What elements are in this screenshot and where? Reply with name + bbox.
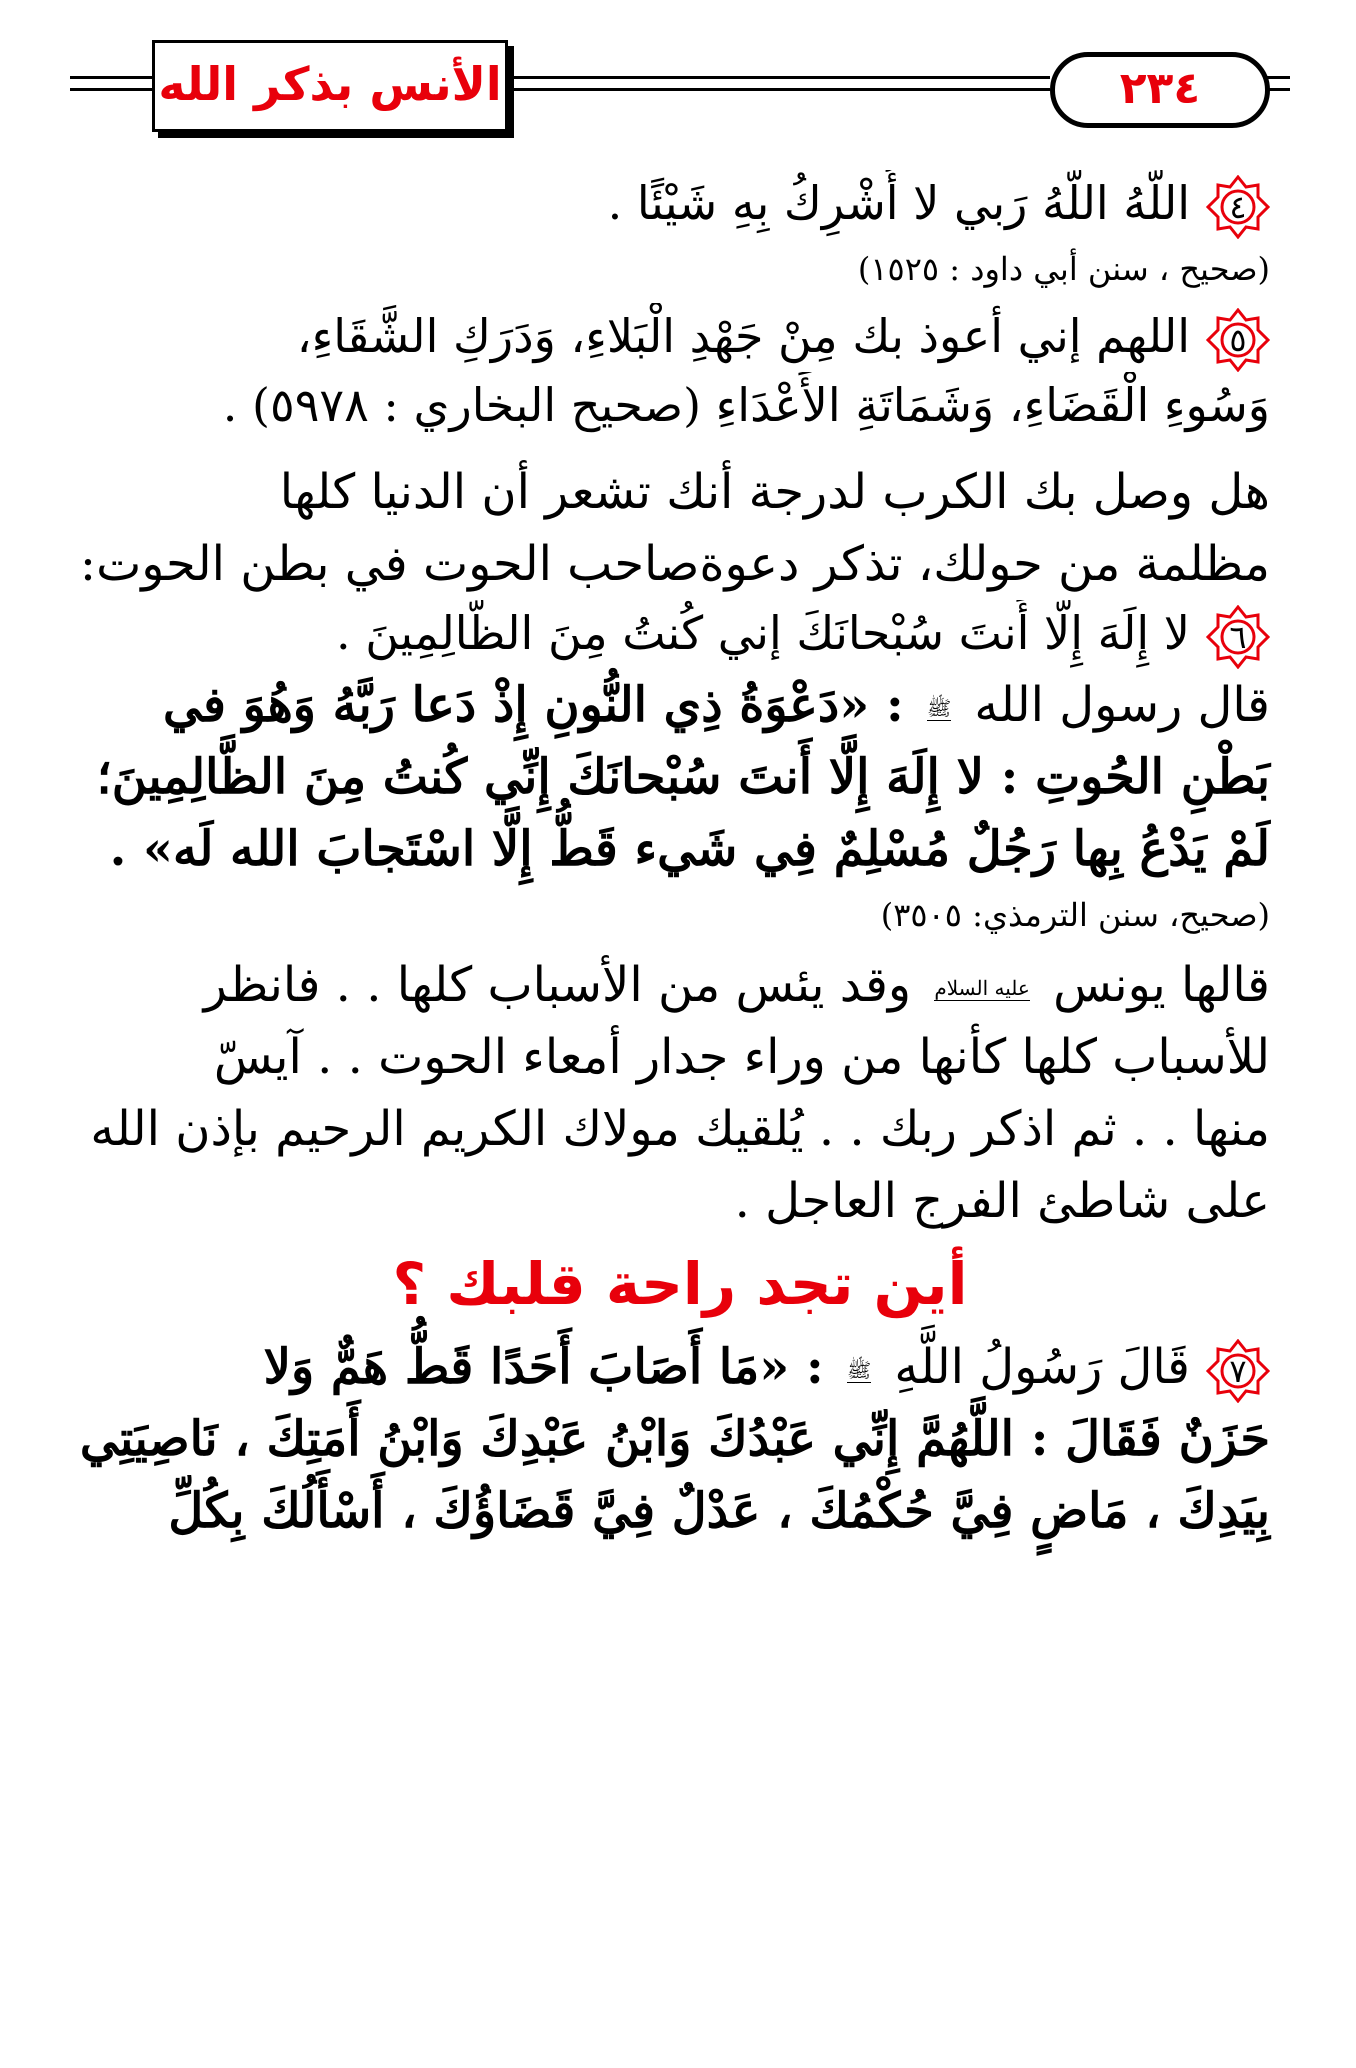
ornament-number-icon: ٤: [1206, 175, 1270, 239]
dua-item-4: [90, 170, 1270, 239]
dua-text: لا إِلَهَ إِلَّا أَنتَ سُبْحانَكَ إني كُنتُ مِنَ الظَّالِمِينَ .: [336, 606, 1190, 660]
header-rule-left-2: [70, 88, 152, 91]
header-rule-middle: [510, 76, 1050, 79]
page-number: ٢٣٤: [1119, 63, 1201, 114]
honorific-seal: ﷺ: [926, 696, 952, 720]
hadith-line-3: لَمْ يَدْعُ بِها رَجُلٌ مُسْلِمٌ فِي شَيء قَطُّ إِلَّا اسْتَجابَ الله لَه» .: [109, 821, 1270, 877]
header-rule-left: [70, 76, 152, 79]
yunus-text: قالها يونس: [1053, 957, 1270, 1013]
yunus-text: وقد يئس من الأسباب كلها . . فانظر: [203, 957, 912, 1013]
hadith-line-2: بَطْنِ الحُوتِ : لا إِلَهَ إِلَّا أَنتَ سُبْحانَكَ إِنِّي كُنتُ مِنَ الظَّالِمِينَ؛: [96, 749, 1270, 805]
yunus-paragraph-line: على شاطئ الفرج العاجل .: [734, 1173, 1270, 1229]
page-number-badge: [1050, 52, 1270, 128]
hadith-line-1: [90, 669, 1270, 741]
source-reference: (صحيح ، سنن أبي داود : ١٥٢٥): [857, 250, 1270, 288]
hadith-prefix: قال رسول الله: [974, 677, 1270, 733]
intro-paragraph-line: مظلمة من حولك، تذكر دعوةصاحب الحوت في بطن الحوت:: [79, 536, 1270, 592]
hadith-line-3: بِيَدِكَ ، مَاضٍ فِيَّ حُكْمُكَ ، عَدْلٌ فِيَّ قَضَاؤُكَ ، أَسْأَلُكَ بِكُلِّ: [168, 1483, 1270, 1539]
dua-text: اللَّهُ اللَّهُ رَبي لا أُشْرِكُ بِهِ شَيْئًا .: [607, 176, 1190, 230]
header-rule-middle-2: [510, 88, 1050, 91]
dua-item-5: [90, 303, 1270, 372]
hadith-prefix: قَالَ رَسُولُ اللَّهِ: [894, 1339, 1190, 1395]
ornament-number-icon: ٧: [1206, 1339, 1270, 1403]
source-reference: (صحيح، سنن الترمذي: ٣٥٠٥): [880, 896, 1270, 934]
page-content: [79, 170, 1270, 1547]
honorific-seal: ﷺ: [846, 1358, 872, 1382]
dua-item-7: [90, 1331, 1270, 1403]
section-heading: أين تجد راحة قلبك ؟: [392, 1250, 968, 1318]
hadith-quote: : «دَعْوَةُ ذِي النُّونِ إِذْ دَعا رَبَّهُ وَهُوَ في: [163, 677, 904, 733]
book-title-box: [152, 40, 508, 132]
dua-text: اللهم إني أعوذ بك مِنْ جَهْدِ الْبَلاءِ، وَدَرَكِ الشَّقَاءِ،: [296, 309, 1190, 363]
dua-text-continued: وَسُوءِ الْقَضَاءِ، وَشَمَاتَةِ الأَعْدَاءِ (صحيح البخاري : ٥٩٧٨) .: [222, 378, 1270, 432]
honorific-seal: عليه السلام: [934, 976, 1030, 1000]
intro-paragraph-line: هل وصل بك الكرب لدرجة أنك تشعر أن الدنيا كلها: [279, 464, 1270, 520]
book-title: الأنس بذكر الله: [158, 57, 502, 111]
page-header: [70, 36, 1290, 136]
ornament-number-icon: ٦: [1206, 605, 1270, 669]
hadith-quote: : «مَا أَصَابَ أَحَدًا قَطُّ هَمٌّ وَلا: [263, 1339, 824, 1395]
yunus-paragraph-line: للأسباب كلها كأنها من وراء جدار أمعاء الحوت . . آيسّ: [213, 1029, 1270, 1085]
dua-item-6: [90, 600, 1270, 669]
yunus-paragraph-line: منها . . ثم اذكر ربك . . يُلقيك مولاك الكريم الرحيم بإذن الله: [90, 1101, 1270, 1157]
hadith-line-2: حَزَنٌ فَقَالَ : اللَّهُمَّ إِنِّي عَبْدُكَ وَابْنُ عَبْدِكَ وَابْنُ أَمَتِكَ ، نَاصِيَتِي: [79, 1411, 1270, 1467]
yunus-paragraph-line: [90, 949, 1270, 1021]
ornament-number-icon: ٥: [1206, 308, 1270, 372]
